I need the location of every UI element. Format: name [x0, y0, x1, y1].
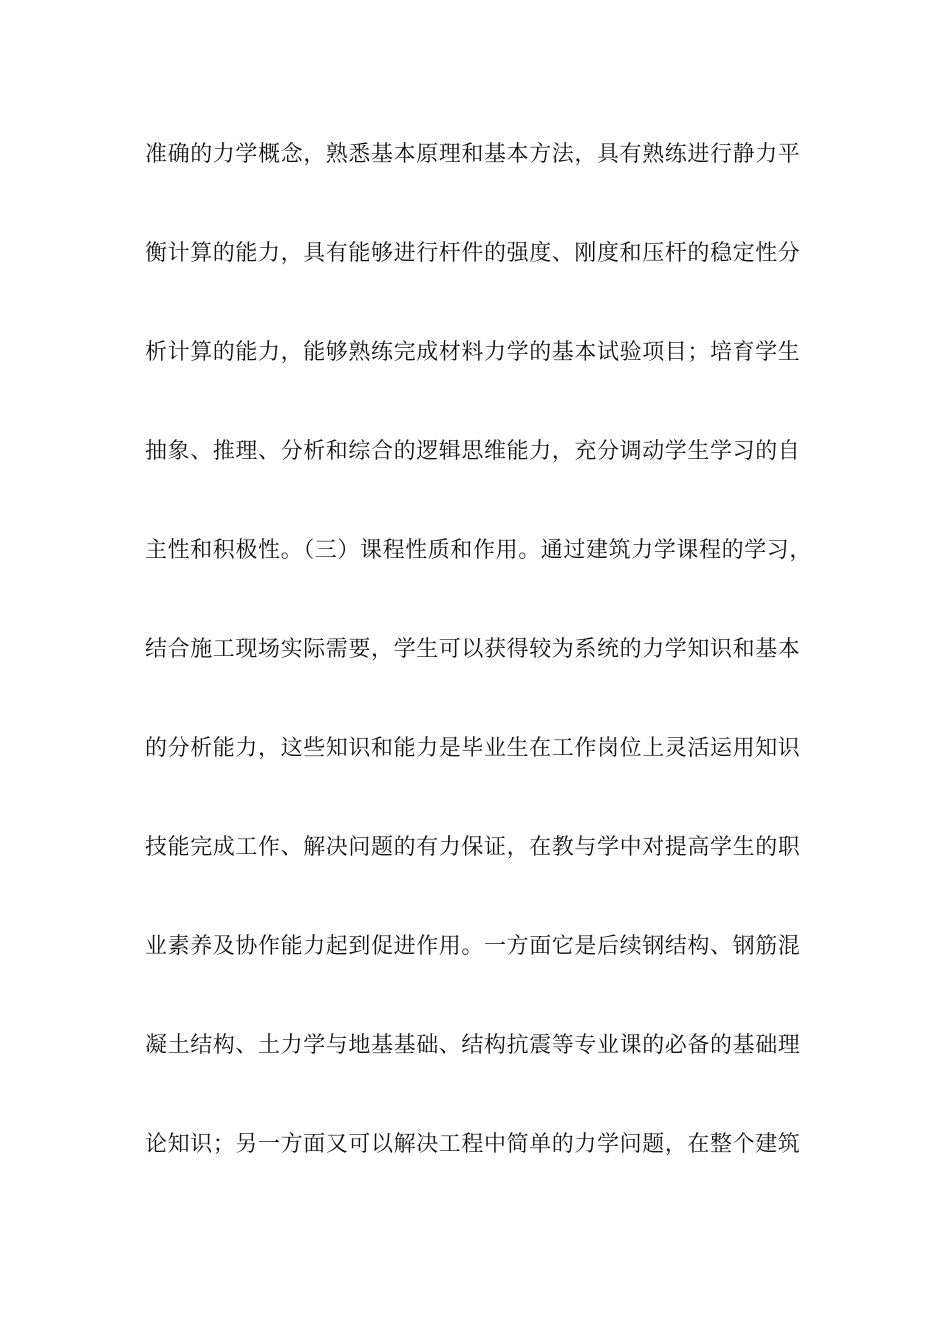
text-line: 衡计算的能力，具有能够进行杆件的强度、刚度和压杆的稳定性分: [145, 241, 801, 266]
text-line: 结合施工现场实际需要，学生可以获得较为系统的力学知识和基本: [145, 637, 801, 662]
text-line: 准确的力学概念，熟悉基本原理和基本方法，具有熟练进行静力平: [145, 142, 801, 167]
text-line: 凝土结构、土力学与地基基础、结构抗震等专业课的必备的基础理: [145, 1033, 801, 1058]
body-text: [145, 138, 835, 1227]
text-line: 抽象、推理、分析和综合的逻辑思维能力，充分调动学生学习的自: [145, 439, 801, 464]
text-line: 业素养及协作能力起到促进作用。一方面它是后续钢结构、钢筋混: [145, 934, 801, 959]
text-line: 的分析能力，这些知识和能力是毕业生在工作岗位上灵活运用知识: [145, 736, 801, 761]
text-line: 论知识；另一方面又可以解决工程中简单的力学问题，在整个建筑: [145, 1132, 801, 1157]
text-line: 析计算的能力，能够熟练完成材料力学的基本试验项目；培育学生: [145, 340, 801, 365]
text-line: 技能完成工作、解决问题的有力保证，在教与学中对提高学生的职: [145, 835, 801, 860]
text-line: 主性和积极性。（三）课程性质和作用。通过建筑力学课程的学习，: [145, 538, 813, 563]
